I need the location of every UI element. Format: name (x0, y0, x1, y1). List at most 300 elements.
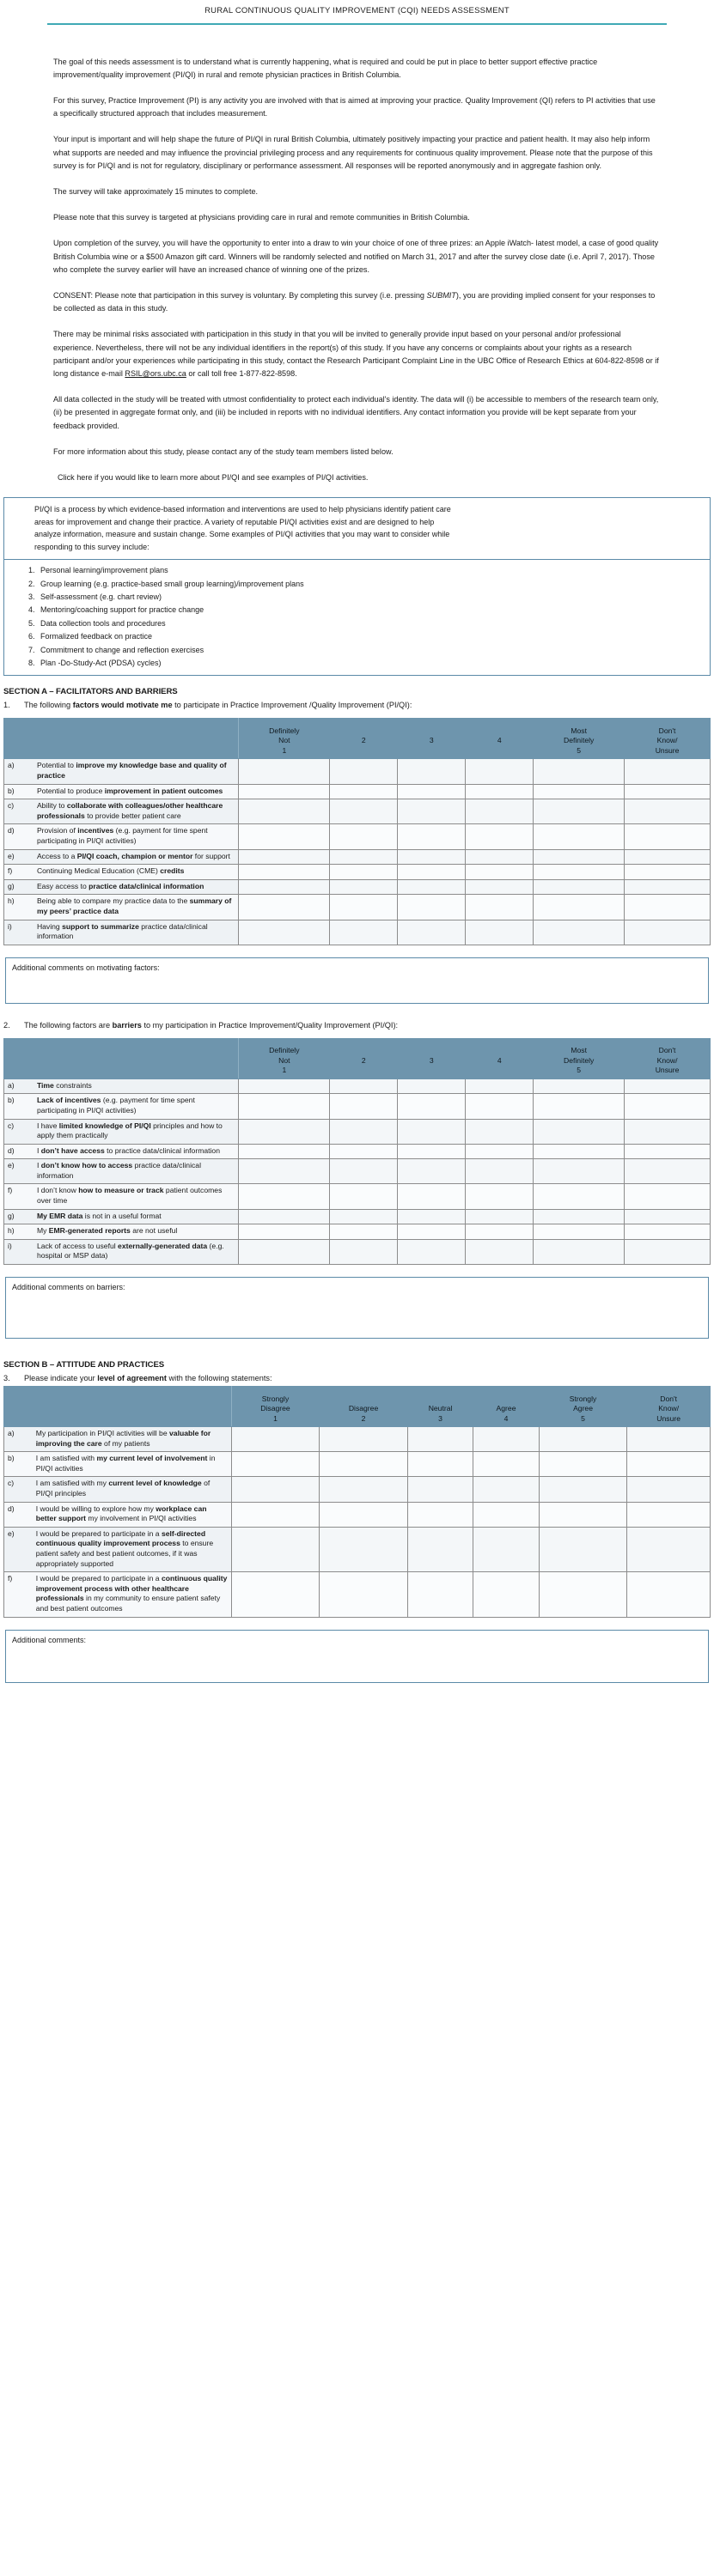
column-header-blank (4, 719, 239, 759)
answer-cell[interactable] (625, 1209, 711, 1224)
section-a-heading: SECTION A – FACILITATORS AND BARRIERS (3, 687, 178, 697)
answer-cell[interactable] (330, 799, 398, 824)
answer-cell[interactable] (466, 1144, 534, 1159)
answer-cell[interactable] (398, 824, 466, 849)
answer-cell[interactable] (534, 1094, 625, 1119)
statement-text: Potential to produce (36, 786, 105, 795)
table-row (4, 1078, 711, 1094)
answer-cell[interactable] (239, 759, 330, 784)
answer-cell[interactable] (466, 759, 534, 784)
answer-cell[interactable] (534, 1078, 625, 1094)
answer-cell[interactable] (330, 1078, 398, 1094)
intro-paragraph-2: For this survey, Practice Improvement (PI) is any activity you are involved with that is aimed at improving your practice. Quality Improvement (QI) refers to PI activities that use a specifically structured approach that includes measurement. (53, 95, 656, 118)
answer-cell[interactable] (625, 1184, 711, 1209)
answer-cell[interactable] (330, 1159, 398, 1184)
answer-cell[interactable] (534, 1224, 625, 1240)
consent-emphasis: SUBMIT (426, 290, 456, 300)
answer-cell[interactable] (466, 1209, 534, 1224)
row-statement (35, 1159, 239, 1184)
answer-cell[interactable] (398, 865, 466, 880)
answer-cell[interactable] (473, 1572, 539, 1617)
answer-cell[interactable] (320, 1427, 408, 1452)
answer-cell[interactable] (627, 1452, 711, 1477)
answer-cell[interactable] (539, 1572, 627, 1617)
callout-line-3: analyze information, measure and sustain change. Some examples of PI/QI activities that you may want to consider while (34, 530, 450, 539)
consent-suffix: ), you are providing implied consent for your responses to be collected as data in this study. (53, 290, 656, 313)
column-header-line (467, 1046, 531, 1056)
statement-text: Potential to (36, 761, 76, 770)
statement-text: My participation in PI/QI activities will be (35, 1429, 170, 1438)
answer-cell[interactable] (625, 759, 711, 784)
statement-text: I don’t know (36, 1186, 79, 1195)
column-header-line: 3 (438, 1413, 442, 1423)
answer-cell[interactable] (625, 1119, 711, 1144)
list-item: 2. Group learning (e.g. practice-based small group learning)/improvement plans (37, 578, 703, 591)
answer-cell[interactable] (330, 1144, 398, 1159)
answer-cell[interactable] (534, 920, 625, 945)
column-header-line (410, 1394, 471, 1405)
table-row (4, 849, 711, 865)
column-header-line: Unsure (655, 745, 680, 755)
answer-cell[interactable] (539, 1427, 627, 1452)
question-2-likert-table[interactable] (3, 1038, 711, 1265)
statement-emphasis: improvement in patient outcomes (104, 786, 223, 795)
answer-cell[interactable] (625, 920, 711, 945)
answer-cell[interactable] (466, 784, 534, 799)
question-2-table-head (4, 1038, 711, 1078)
answer-cell[interactable] (320, 1527, 408, 1571)
answer-cell[interactable] (466, 879, 534, 895)
answer-cell[interactable] (466, 1224, 534, 1240)
answer-cell[interactable] (239, 1209, 330, 1224)
consent-paragraph (53, 289, 661, 315)
column-header-option-1 (239, 1038, 330, 1078)
answer-cell[interactable] (534, 824, 625, 849)
answer-cell[interactable] (534, 865, 625, 880)
question-2-comment-label: Additional comments on barriers: (12, 1283, 125, 1292)
answer-cell[interactable] (534, 1184, 625, 1209)
answer-cell[interactable] (625, 849, 711, 865)
answer-cell[interactable] (625, 1224, 711, 1240)
answer-cell[interactable] (625, 799, 711, 824)
statement-text: of my patients (101, 1438, 150, 1448)
statement-emphasis: don’t have access (40, 1145, 105, 1155)
column-header-option-6 (627, 1387, 711, 1427)
answer-cell[interactable] (473, 1502, 539, 1527)
row-statement (35, 1209, 239, 1224)
answer-cell[interactable] (330, 824, 398, 849)
answer-cell[interactable] (625, 824, 711, 849)
table-row (4, 1572, 711, 1617)
answer-cell[interactable] (330, 1239, 398, 1264)
answer-cell[interactable] (330, 879, 398, 895)
statement-text: constraints (53, 1080, 92, 1090)
table-row (4, 1452, 711, 1477)
column-header-line (400, 1066, 463, 1076)
answer-cell[interactable] (239, 1224, 330, 1240)
statement-emphasis: EMR-generated reports (48, 1226, 131, 1236)
row-letter: e) (4, 1527, 34, 1571)
answer-cell[interactable] (320, 1477, 408, 1502)
table-header-row (4, 1387, 711, 1427)
answer-cell[interactable] (534, 879, 625, 895)
answer-cell[interactable] (534, 1159, 625, 1184)
answer-cell[interactable] (239, 895, 330, 920)
row-letter: a) (4, 759, 35, 784)
column-header-line (475, 1394, 536, 1405)
column-header-line: 5 (577, 1066, 582, 1075)
column-header-line: Strongly (569, 1394, 597, 1403)
answer-cell[interactable] (466, 824, 534, 849)
answer-cell[interactable] (398, 879, 466, 895)
answer-cell[interactable] (625, 784, 711, 799)
statement-emphasis: workplace can better support (35, 1504, 207, 1523)
answer-cell[interactable] (231, 1452, 320, 1477)
piqi-activities-box (3, 560, 711, 676)
answer-cell[interactable] (398, 1184, 466, 1209)
answer-cell[interactable] (330, 1094, 398, 1119)
answer-cell[interactable] (239, 1078, 330, 1094)
column-header-line: Unsure (655, 1066, 680, 1075)
question-2-text-bold: barriers (112, 1020, 142, 1030)
research-ethics-email-link[interactable]: RSIL@ors.ubc.ca (125, 368, 186, 378)
answer-cell[interactable] (466, 1094, 534, 1119)
row-letter: c) (4, 799, 35, 824)
answer-cell[interactable] (625, 1159, 711, 1184)
question-1-text-bold: factors would motivate me (72, 701, 173, 710)
answer-cell[interactable] (330, 895, 398, 920)
answer-cell[interactable] (534, 895, 625, 920)
column-header-line: Strongly (261, 1394, 290, 1403)
answer-cell[interactable] (627, 1527, 711, 1571)
answer-cell[interactable] (320, 1572, 408, 1617)
statement-text: principles and how to apply them practically (36, 1121, 223, 1140)
answer-cell[interactable] (239, 1239, 330, 1264)
question-2-table-body[interactable] (4, 1078, 711, 1264)
section-b-heading: SECTION B – ATTITUDE AND PRACTICES (3, 1360, 165, 1370)
column-header-blank (4, 1387, 232, 1427)
answer-cell[interactable] (239, 849, 330, 865)
column-header-blank (4, 1038, 239, 1078)
answer-cell[interactable] (398, 1144, 466, 1159)
list-item: 5. Data collection tools and procedures (37, 617, 703, 630)
question-1-text-after: to participate in Practice Improvement /Quality Improvement (PI/QI): (172, 701, 412, 710)
list-item: 4. Mentoring/coaching support for practice change (37, 604, 703, 617)
answer-cell[interactable] (398, 1094, 466, 1119)
answer-cell[interactable] (407, 1572, 473, 1617)
answer-cell[interactable] (231, 1502, 320, 1527)
statement-text: I have (36, 1121, 59, 1130)
answer-cell[interactable] (239, 784, 330, 799)
table-row (4, 1502, 711, 1527)
answer-cell[interactable] (398, 1209, 466, 1224)
answer-cell[interactable] (473, 1452, 539, 1477)
column-header-line: Neutral (428, 1404, 453, 1413)
statement-text: are not useful (130, 1226, 178, 1236)
answer-cell[interactable] (466, 849, 534, 865)
answer-cell[interactable] (407, 1527, 473, 1571)
column-header-option-5 (534, 1038, 625, 1078)
callout-line-2: areas for improvement and change their practice. A variety of reputable PI/QI activities exist and are designed to help (34, 517, 435, 526)
column-header-line: Know/ (656, 1055, 678, 1065)
answer-cell[interactable] (473, 1427, 539, 1452)
list-item: 6. Formalized feedback on practice (37, 630, 703, 643)
column-header-line: 2 (361, 736, 366, 745)
statement-text: Easy access to (36, 881, 89, 890)
answer-cell[interactable] (239, 1144, 330, 1159)
row-statement (35, 1144, 239, 1159)
statement-emphasis: how to measure or track (78, 1186, 164, 1195)
question-1-table-wrapper (3, 718, 711, 945)
answer-cell[interactable] (407, 1477, 473, 1502)
answer-cell[interactable] (627, 1477, 711, 1502)
answer-cell[interactable] (330, 1184, 398, 1209)
statement-text: I would be prepared to participate in a (35, 1528, 162, 1538)
statement-emphasis: don’t know how to access (40, 1161, 133, 1170)
answer-cell[interactable] (231, 1477, 320, 1502)
answer-cell[interactable] (534, 784, 625, 799)
piqi-definition-callout (3, 497, 711, 560)
column-header-option-5 (534, 719, 625, 759)
question-3-text-before: Please indicate your (24, 1374, 98, 1383)
answer-cell[interactable] (466, 1078, 534, 1094)
piqi-activities-list (11, 564, 703, 670)
column-header-line: Don't (660, 1394, 678, 1403)
column-header-option-2 (330, 719, 398, 759)
answer-cell[interactable] (534, 1144, 625, 1159)
answer-cell[interactable] (534, 759, 625, 784)
risks-paragraph (53, 328, 661, 380)
column-header-line: 1 (282, 745, 287, 755)
question-1-prompt (3, 699, 711, 711)
answer-cell[interactable] (239, 920, 330, 945)
answer-cell[interactable] (398, 759, 466, 784)
callout-line-1: PI/QI is a process by which evidence-based information and interventions are used to help physicians identify patient care (34, 505, 451, 514)
answer-cell[interactable] (534, 849, 625, 865)
table-row (4, 1477, 711, 1502)
column-header-line (332, 1066, 395, 1076)
answer-cell[interactable] (320, 1502, 408, 1527)
answer-cell[interactable] (534, 1209, 625, 1224)
answer-cell[interactable] (239, 1159, 330, 1184)
row-statement (35, 824, 239, 849)
answer-cell[interactable] (231, 1427, 320, 1452)
answer-cell[interactable] (231, 1572, 320, 1617)
answer-cell[interactable] (239, 1119, 330, 1144)
question-3-likert-table[interactable] (3, 1386, 711, 1618)
page-title: RURAL CONTINUOUS QUALITY IMPROVEMENT (CQI) NEEDS ASSESSMENT (204, 6, 510, 15)
column-header-option-1 (239, 719, 330, 759)
answer-cell[interactable] (627, 1427, 711, 1452)
answer-cell[interactable] (466, 799, 534, 824)
table-header-row (4, 1038, 711, 1078)
answer-cell[interactable] (466, 1184, 534, 1209)
statement-emphasis: externally-generated data (118, 1241, 208, 1250)
column-header-line: 1 (273, 1413, 278, 1423)
table-row (4, 1224, 711, 1240)
answer-cell[interactable] (330, 1224, 398, 1240)
answer-cell[interactable] (320, 1452, 408, 1477)
risks-prefix: There may be minimal risks associated with participation in this study in that you will be invited to generally provide input based on your personal and/or professional experience. Nevertheless, there will not be any individual identifiers in the report(s) of this study. If you have any concerns or complaints about your rights as a research participant and/or your experiences while participating in this study, contact the Research Participant Complaint Line in the UBC Office of Research Ethics at 604-822-8598 or if long distance e-mail (53, 330, 659, 378)
question-3-table-body[interactable] (4, 1427, 711, 1618)
row-letter: d) (4, 1502, 34, 1527)
answer-cell[interactable] (466, 1119, 534, 1144)
statement-emphasis: Time (36, 1080, 54, 1090)
statement-emphasis: summary of my peers’ practice data (36, 896, 232, 915)
column-header-line: 4 (497, 736, 502, 745)
answer-cell[interactable] (239, 824, 330, 849)
column-header-option-3 (407, 1387, 473, 1427)
answer-cell[interactable] (534, 1119, 625, 1144)
answer-cell[interactable] (625, 1094, 711, 1119)
column-header-option-4 (473, 1387, 539, 1427)
answer-cell[interactable] (239, 799, 330, 824)
question-3-comment-box[interactable] (5, 1630, 709, 1683)
row-statement (35, 1239, 239, 1264)
answer-cell[interactable] (330, 920, 398, 945)
table-row (4, 1119, 711, 1144)
question-1-likert-table[interactable] (3, 718, 711, 945)
question-1-comment-box[interactable] (5, 957, 709, 1004)
answer-cell[interactable] (466, 1159, 534, 1184)
column-header-line: Most (571, 726, 587, 735)
answer-cell[interactable] (625, 879, 711, 895)
risks-suffix: or call toll free 1-877-822-8598. (186, 368, 297, 378)
answer-cell[interactable] (534, 799, 625, 824)
answer-cell[interactable] (407, 1452, 473, 1477)
statement-emphasis: my current level of involvement (96, 1454, 208, 1463)
column-header-line: Not (278, 1055, 290, 1065)
row-statement (35, 1224, 239, 1240)
table-row (4, 1527, 711, 1571)
column-header-line: 4 (497, 1055, 502, 1065)
answer-cell[interactable] (473, 1527, 539, 1571)
column-header-option-5 (539, 1387, 627, 1427)
statement-emphasis: self-directed continuous quality improvement process (35, 1528, 206, 1548)
column-header-line: 1 (282, 1066, 287, 1075)
column-header-line (321, 1394, 406, 1405)
answer-cell[interactable] (330, 1209, 398, 1224)
more-info-paragraph: For more information about this study, please contact any of the study team members listed below. (53, 447, 394, 456)
answer-cell[interactable] (398, 799, 466, 824)
column-header-line (332, 726, 395, 737)
column-header-line: 3 (429, 736, 434, 745)
column-header-line: Unsure (656, 1413, 680, 1423)
answer-cell[interactable] (625, 1239, 711, 1264)
statement-text: Ability to (36, 801, 67, 811)
answer-cell[interactable] (239, 1184, 330, 1209)
answer-cell[interactable] (473, 1477, 539, 1502)
answer-cell[interactable] (466, 895, 534, 920)
statement-text: Having (36, 921, 63, 931)
column-header-line: 3 (429, 1055, 434, 1065)
answer-cell[interactable] (231, 1527, 320, 1571)
column-header-line (332, 746, 395, 756)
statement-text: I (36, 1161, 41, 1170)
column-header-line (467, 1066, 531, 1076)
row-letter: a) (4, 1427, 34, 1452)
callout-line-4: responding to this survey include: (34, 542, 150, 551)
answer-cell[interactable] (398, 1078, 466, 1094)
answer-cell[interactable] (539, 1527, 627, 1571)
statement-text: to provide better patient care (84, 811, 181, 820)
column-header-line: Not (278, 736, 290, 745)
answer-cell[interactable] (534, 1239, 625, 1264)
statement-text: (e.g. hospital or MSP data) (36, 1241, 224, 1261)
answer-cell[interactable] (330, 1119, 398, 1144)
row-statement (35, 1078, 239, 1094)
answer-cell[interactable] (239, 865, 330, 880)
answer-cell[interactable] (398, 784, 466, 799)
answer-cell[interactable] (407, 1427, 473, 1452)
question-2-comment-box[interactable] (5, 1277, 709, 1339)
statement-emphasis: support to summarize (62, 921, 139, 931)
answer-cell[interactable] (398, 1224, 466, 1240)
answer-cell[interactable] (330, 865, 398, 880)
statement-text: Lack of access to useful (36, 1241, 119, 1250)
statement-text: I (36, 1145, 41, 1155)
answer-cell[interactable] (627, 1572, 711, 1617)
row-letter: b) (4, 784, 35, 799)
question-1-table-body[interactable] (4, 759, 711, 945)
answer-cell[interactable] (330, 759, 398, 784)
answer-cell[interactable] (398, 1119, 466, 1144)
answer-cell[interactable] (625, 1144, 711, 1159)
row-letter: h) (4, 1224, 35, 1240)
answer-cell[interactable] (239, 1094, 330, 1119)
answer-cell[interactable] (539, 1452, 627, 1477)
row-statement (34, 1502, 231, 1527)
column-header-option-1 (231, 1387, 320, 1427)
answer-cell[interactable] (330, 784, 398, 799)
answer-cell[interactable] (625, 895, 711, 920)
answer-cell[interactable] (239, 879, 330, 895)
answer-cell[interactable] (625, 1078, 711, 1094)
statement-text: I would be willing to explore how my (35, 1504, 156, 1513)
answer-cell[interactable] (539, 1477, 627, 1502)
confidentiality-paragraph: All data collected in the study will be treated with utmost confidentiality to protect each individual's identity. The data will (i) be accessible to members of the research team only, (ii) be presented in aggregate format only, and (iii) be included in reports with no individual identifiers. Any contact information you provide will be kept separate from your feedback provided. (53, 395, 659, 430)
row-letter: g) (4, 879, 35, 895)
column-header-line: 2 (361, 1413, 366, 1423)
question-1-comment-label: Additional comments on motivating factors: (12, 963, 160, 972)
question-1-number: 1. (3, 701, 10, 710)
column-header-line: Don't (658, 1046, 676, 1055)
answer-cell[interactable] (398, 1159, 466, 1184)
answer-cell[interactable] (398, 895, 466, 920)
learn-more-link[interactable]: Click here if you would like to learn more about PI/QI and see examples of PI/QI activities. (58, 472, 369, 482)
answer-cell[interactable] (539, 1502, 627, 1527)
column-header-line: Agree (496, 1404, 516, 1413)
answer-cell[interactable] (466, 920, 534, 945)
answer-cell[interactable] (466, 865, 534, 880)
statement-text: (e.g. payment for time spent participating in PI/QI activities) (36, 1096, 195, 1115)
table-row (4, 824, 711, 849)
answer-cell[interactable] (625, 865, 711, 880)
column-header-line: 5 (581, 1413, 585, 1423)
answer-cell[interactable] (398, 849, 466, 865)
table-row (4, 1239, 711, 1264)
answer-cell[interactable] (398, 1239, 466, 1264)
answer-cell[interactable] (407, 1502, 473, 1527)
answer-cell[interactable] (330, 849, 398, 865)
answer-cell[interactable] (398, 920, 466, 945)
column-header-option-3 (398, 719, 466, 759)
statement-text: of PI/QI principles (35, 1479, 211, 1498)
answer-cell[interactable] (466, 1239, 534, 1264)
statement-text: I am satisfied with my (35, 1479, 109, 1488)
row-statement (34, 1527, 231, 1571)
answer-cell[interactable] (627, 1502, 711, 1527)
